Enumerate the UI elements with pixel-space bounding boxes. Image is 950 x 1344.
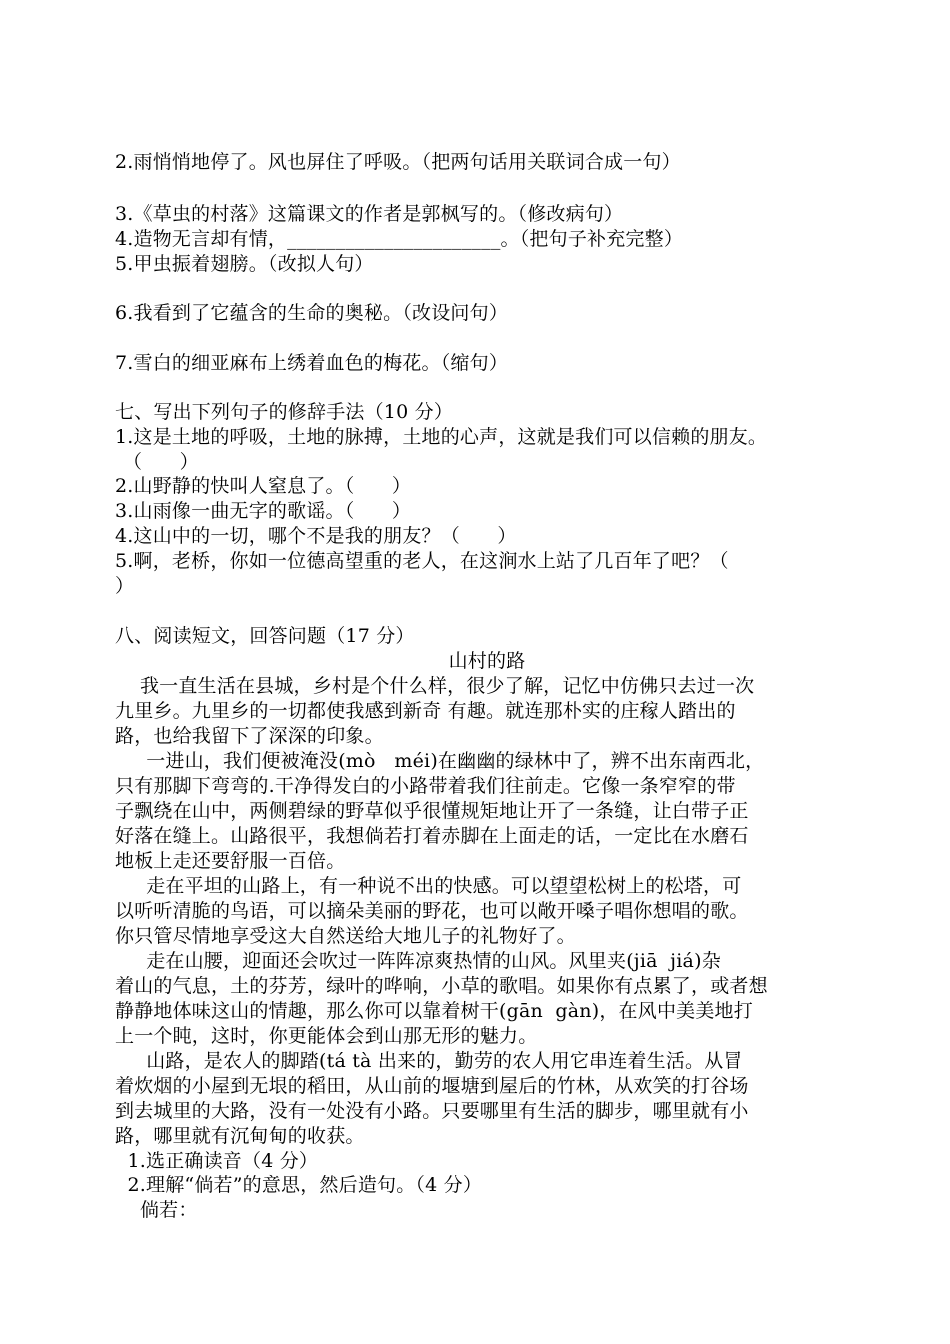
passage-line: 一进山，我们便被淹没(mò méi)在幽幽的绿林中了，辨不出东南西北， bbox=[115, 750, 765, 772]
passage-line: 静静地体味这山的情趣，那么你可以靠着树干(gān gàn)，在风中美美地打 bbox=[115, 1000, 753, 1022]
sec8-q2-word: 倘若： bbox=[115, 1199, 198, 1221]
passage-line: 着炊烟的小屋到无垠的稻田，从山前的堰塘到屋后的竹林，从欢笑的打谷场 bbox=[115, 1075, 749, 1097]
passage-line: 九里乡。九里乡的一切都使我感到新奇 有趣。就连那朴实的庄稼人踏出的 bbox=[115, 700, 736, 722]
passage-line: 到去城里的大路，没有一处没有小路。只要哪里有生活的脚步，哪里就有小 bbox=[115, 1100, 749, 1122]
passage-line: 走在山腰，迎面还会吹过一阵阵凉爽热情的山风。风里夹(jiā jiá)杂 bbox=[115, 950, 721, 972]
passage-line: 上一个盹，这时，你更能体会到山那无形的魅力。 bbox=[115, 1025, 538, 1047]
sec7-q3: 3.山雨像一曲无字的歌谣。（ ） bbox=[115, 500, 412, 522]
sec6-q7: 7.雪白的细亚麻布上绣着血色的梅花。（缩句） bbox=[115, 352, 509, 374]
passage-line: 只有那脚下弯弯的.干净得发白的小路带着我们往前走。它像一条窄窄的带 bbox=[115, 775, 736, 797]
sec7-heading: 七、写出下列句子的修辞手法（10 分） bbox=[115, 401, 454, 423]
passage-title: 山村的路 bbox=[448, 650, 526, 672]
sec7-q5-end: ） bbox=[115, 575, 135, 597]
passage-line: 子飘绕在山中，两侧碧绿的野草似乎很懂规矩地让开了一条缝，让白带子正 bbox=[115, 800, 749, 822]
sec7-q2: 2.山野静的快叫人窒息了。（ ） bbox=[115, 475, 412, 497]
passage-line: 你只管尽情地享受这大自然送给大地儿子的礼物好了。 bbox=[115, 925, 576, 947]
passage-line: 好落在缝上。山路很平，我想倘若打着赤脚在上面走的话，一定比在水磨石 bbox=[115, 825, 749, 847]
sec8-q1: 1.选正确读音（4 分） bbox=[115, 1150, 319, 1172]
sec6-q5: 5.甲虫振着翅膀。（改拟人句） bbox=[115, 253, 374, 275]
sec6-q6: 6.我看到了它蕴含的生命的奥秘。（改设问句） bbox=[115, 302, 509, 324]
passage-line: 路，也给我留下了深深的印象。 bbox=[115, 725, 384, 747]
sec6-q4: 4.造物无言却有情，______________________。（把句子补充完整） bbox=[115, 228, 684, 250]
passage-line: 走在平坦的山路上，有一种说不出的快感。可以望望松树上的松塔，可 bbox=[115, 875, 742, 897]
passage-line: 我一直生活在县城，乡村是个什么样，很少了解，记忆中仿佛只去过一次 bbox=[115, 675, 755, 697]
sec7-q1: 1.这是土地的呼吸，土地的脉搏，土地的心声，这就是我们可以信赖的朋友。 bbox=[115, 426, 768, 448]
sec7-q4: 4.这山中的一切，哪个不是我的朋友？（ ） bbox=[115, 525, 517, 547]
sec8-q2: 2.理解“倘若”的意思，然后造句。（4 分） bbox=[115, 1174, 483, 1196]
passage-line: 以听听清脆的鸟语，可以摘朵美丽的野花，也可以敞开嗓子唱你想唱的歌。 bbox=[115, 900, 749, 922]
sec6-q2: 2.雨悄悄地停了。风也屏住了呼吸。（把两句话用关联词合成一句） bbox=[115, 151, 681, 173]
passage-line: 着山的气息，土的芬芳，绿叶的哗响，小草的歌唱。如果你有点累了，或者想 bbox=[115, 975, 768, 997]
sec7-q1-blank: （ ） bbox=[123, 451, 199, 473]
passage-line: 山路，是农人的脚踏(tá tà 出来的，勤劳的农人用它串连着生活。从冒 bbox=[115, 1050, 743, 1072]
sec6-q3: 3.《草虫的村落》这篇课文的作者是郭枫写的。（修改病句） bbox=[115, 203, 624, 225]
sec8-heading: 八、阅读短文，回答问题（17 分） bbox=[115, 625, 415, 647]
sec7-q5: 5.啊，老桥，你如一位德高望重的老人，在这涧水上站了几百年了吧？（ bbox=[115, 550, 729, 572]
passage-line: 路，哪里就有沉甸甸的收获。 bbox=[115, 1125, 365, 1147]
passage-line: 地板上走还要舒服一百倍。 bbox=[115, 850, 346, 872]
